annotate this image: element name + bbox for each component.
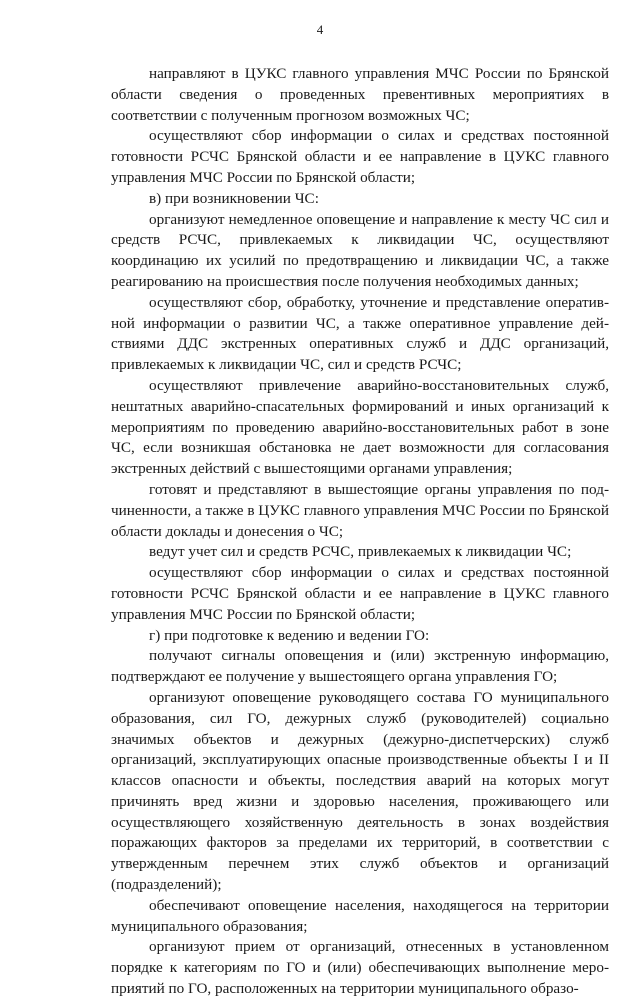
paragraph: организуют оповещение руководящего состава ГО муниципального образования, сил ГО, дежурных служб (руководителей) социально значимых объектов и дежурных (дежурно-диспетчерских) служб организаций, эксплуатирующих опасные производственные объекты I и II классов опасности и объекты, последствия аварий на которых могут причинять вред жизни и здоровью населения, проживающего или осуществляющего хозяйственную деятельность в зонах воздействия поражающих факторов за пределами их территорий, в соответствии с утвержденным перечнем этих служб объектов и организаций (подразделений); xyxy=(111,688,609,894)
paragraph: организуют немедленное оповещение и направление к месту ЧС сил и средств РСЧС, привлекаемых к ликвидации ЧС, осуществляют координацию их усилий по предотвращению и ликвидации ЧС, а также реагированию на происшествия после получения необходимых данных; xyxy=(111,210,609,290)
paragraph: получают сигналы оповещения и (или) экстренную информацию, подтверждают ее получение у вышестоящего органа управления ГО; xyxy=(111,647,609,686)
paragraph: осуществляют сбор, обработку, уточнение и представление оперативной информации о развитии ЧС, а также оперативное управление действиями ДДС экстренных оперативных служб и ДДС организаций, привлекаемых к ликвидации ЧС, сил и средств РСЧС; xyxy=(111,293,609,374)
paragraph: готовят и представляют в вышестоящие органы управления по подчиненности, а также в ЦУКС главного управления МЧС России по Брянской области доклады и донесения о ЧС; xyxy=(111,480,609,540)
paragraph: организуют прием от организаций, отнесенных в установленном порядке к категориям по ГО и (или) обеспечивающих выполнение мероприятий по ГО, расположенных на территории муниципального образо- xyxy=(111,938,609,998)
paragraph: осуществляют сбор информации о силах и средствах постоянной готовности РСЧС Брянской области и ее направление в ЦУКС главного управления МЧС России по Брянской области; xyxy=(111,564,609,623)
paragraph: обеспечивают оповещение населения, находящегося на территории муниципального образования; xyxy=(111,896,609,935)
section-heading: г) при подготовке к ведению и ведении ГО: xyxy=(149,626,430,644)
paragraph: ведут учет сил и средств РСЧС, привлекаемых к ликвидации ЧС; xyxy=(149,543,572,561)
paragraph: осуществляют привлечение аварийно-восстановительных служб, нештатных аварийно-спасательных формирований и иных организаций к мероприятиям по проведению аварийно-восстановительных работ в зоне ЧС, если возникшая обстановка не дает возможности для согласования экстренных действий с вышестоящими органами управления; xyxy=(111,376,609,478)
paragraph: осуществляют сбор информации о силах и средствах постоянной готовности РСЧС Брянской области и ее направление в ЦУКС главного управления МЧС России по Брянской области; xyxy=(111,127,609,186)
section-heading: в) при возникновении ЧС: xyxy=(149,189,319,207)
page-number: 4 xyxy=(316,22,324,37)
page-body xyxy=(111,64,609,1000)
paragraph: направляют в ЦУКС главного управления МЧС России по Брянской области сведения о проведенных превентивных мероприятиях в соответствии с полученным прогнозом возможных ЧС; xyxy=(111,65,609,124)
